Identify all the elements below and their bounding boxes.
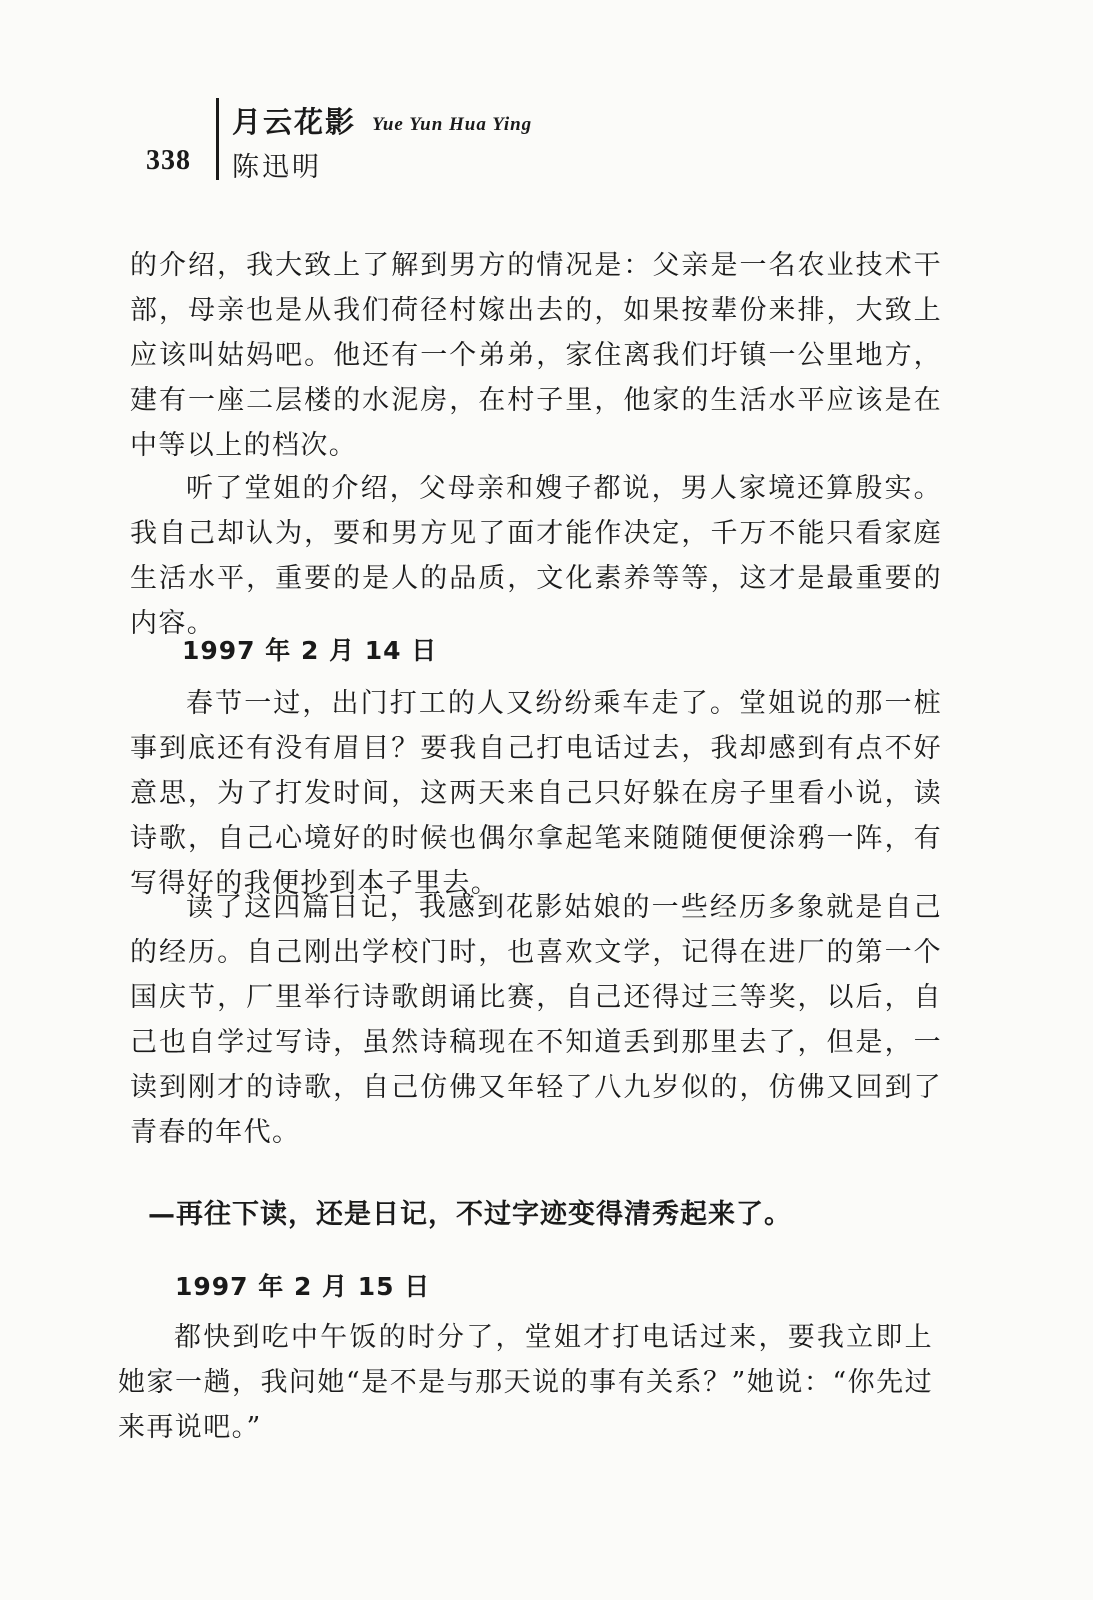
- paragraph: 读了这四篇日记，我感到花影姑娘的一些经历多象就是自己的经历。自己刚出学校门时，也喜欢文学，记得在进厂的第一个国庆节，厂里举行诗歌朗诵比赛，自己还得过三等奖，以后，自己也自学过写诗，虽然诗稿现在不知道丢到那里去了，但是，一读到刚才的诗歌，自己仿佛又年轻了八九岁似的，仿佛又回到了青春的年代。: [130, 892, 942, 1148]
- page-number: 338: [146, 145, 191, 176]
- paragraph: 听了堂姐的介绍，父母亲和嫂子都说，男人家境还算殷实。我自己却认为，要和男方见了面才能作决定，千万不能只看家庭生活水平，重要的是人的品质，文化素养等等，这才是最重要的内容。: [130, 473, 942, 639]
- transition-line: —再往下读，还是日记，不过字迹变得清秀起来了。: [148, 1199, 792, 1230]
- book-title-pinyin: Yue Yun Hua Ying: [372, 114, 533, 135]
- diary-date-heading: 1997 年 2 月 15 日: [175, 1272, 431, 1301]
- author-name: 陈迅明: [232, 152, 322, 183]
- paragraph: 都快到吃中午饭的时分了，堂姐才打电话过来，要我立即上她家一趟，我问她“是不是与那天说的事有关系？”她说：“你先过来再说吧。”: [118, 1322, 933, 1443]
- paragraph-continued: 的介绍，我大致上了解到男方的情况是：父亲是一名农业技术干部，母亲也是从我们荷径村嫁出去的，如果按辈份来排，大致上应该叫姑妈吧。他还有一个弟弟，家住离我们圩镇一公里地方，建有一座二层楼的水泥房，在村子里，他家的生活水平应该是在中等以上的档次。: [130, 250, 942, 461]
- paragraph: 春节一过，出门打工的人又纷纷乘车走了。堂姐说的那一桩事到底还有没有眉目？要我自己打电话过去，我却感到有点不好意思，为了打发时间，这两天来自己只好躲在房子里看小说，读诗歌，自己心境好的时候也偶尔拿起笔来随随便便涂鸦一阵，有写得好的我便抄到本子里去。: [130, 688, 942, 899]
- header-divider: [216, 98, 219, 180]
- diary-date-heading: 1997 年 2 月 14 日: [182, 636, 438, 665]
- book-title: 月云花影: [232, 105, 357, 139]
